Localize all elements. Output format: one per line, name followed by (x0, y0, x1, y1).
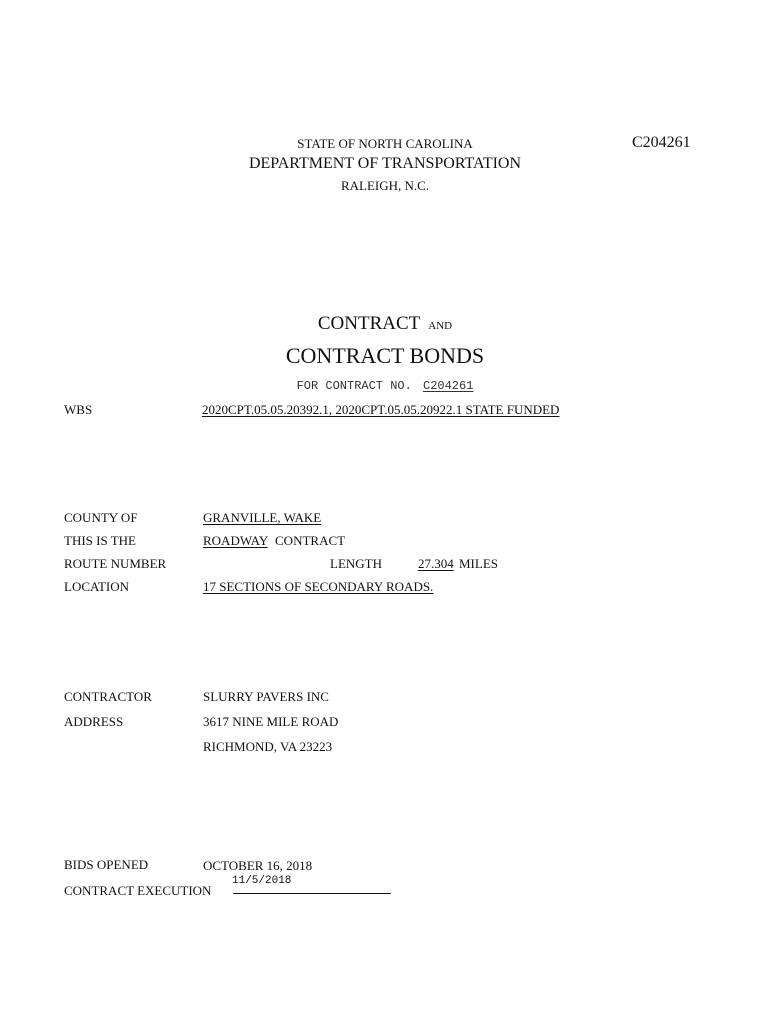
length-unit: MILES (459, 556, 498, 571)
state-name: STATE OF NORTH CAROLINA (297, 136, 473, 151)
contractor-label: CONTRACTOR (64, 689, 152, 704)
county-label: COUNTY OF (64, 510, 138, 525)
city-name: RALEIGH, N.C. (340, 178, 430, 193)
department-name: DEPARTMENT OF TRANSPORTATION (248, 155, 522, 172)
county-value: GRANVILLE, WAKE (203, 510, 322, 525)
contract-type-line (203, 533, 345, 549)
for-contract-no-line (0, 379, 770, 393)
length-line (418, 556, 498, 572)
for-contract-no-label: FOR CONTRACT NO. (296, 379, 412, 393)
contract-number: C204261 (423, 379, 474, 393)
header-contract-id: C204261 (632, 134, 691, 151)
contract-type-value: ROADWAY (203, 533, 268, 548)
this-is-the-label: THIS IS THE (64, 533, 136, 548)
contractor-name: SLURRY PAVERS INC (203, 689, 329, 704)
title-contract-line (0, 313, 770, 335)
address-label: ADDRESS (64, 714, 124, 729)
address-line-2: RICHMOND, VA 23223 (203, 739, 333, 754)
address-line-1: 3617 NINE MILE ROAD (203, 714, 339, 729)
contract-type-suffix: CONTRACT (275, 533, 346, 548)
bids-opened-value: OCTOBER 16, 2018 (203, 858, 313, 873)
wbs-value: 2020CPT.05.05.20392.1, 2020CPT.05.05.20922.1 STATE FUNDED (202, 402, 560, 417)
length-label: LENGTH (330, 556, 382, 571)
wbs-label: WBS (64, 402, 93, 417)
execution-signature-line (233, 893, 391, 894)
length-value: 27.304 (418, 556, 454, 571)
location-value: 17 SECTIONS OF SECONDARY ROADS. (203, 579, 434, 594)
contract-execution-value: 11/5/2018 (232, 875, 292, 887)
route-number-label: ROUTE NUMBER (64, 556, 167, 571)
title-contract: CONTRACT (317, 313, 421, 334)
bids-opened-label: BIDS OPENED (64, 857, 149, 872)
title-and: AND (428, 320, 453, 332)
location-label: LOCATION (64, 579, 129, 594)
contract-execution-label: CONTRACT EXECUTION (64, 883, 212, 898)
title-contract-bonds: CONTRACT BONDS (285, 343, 485, 368)
